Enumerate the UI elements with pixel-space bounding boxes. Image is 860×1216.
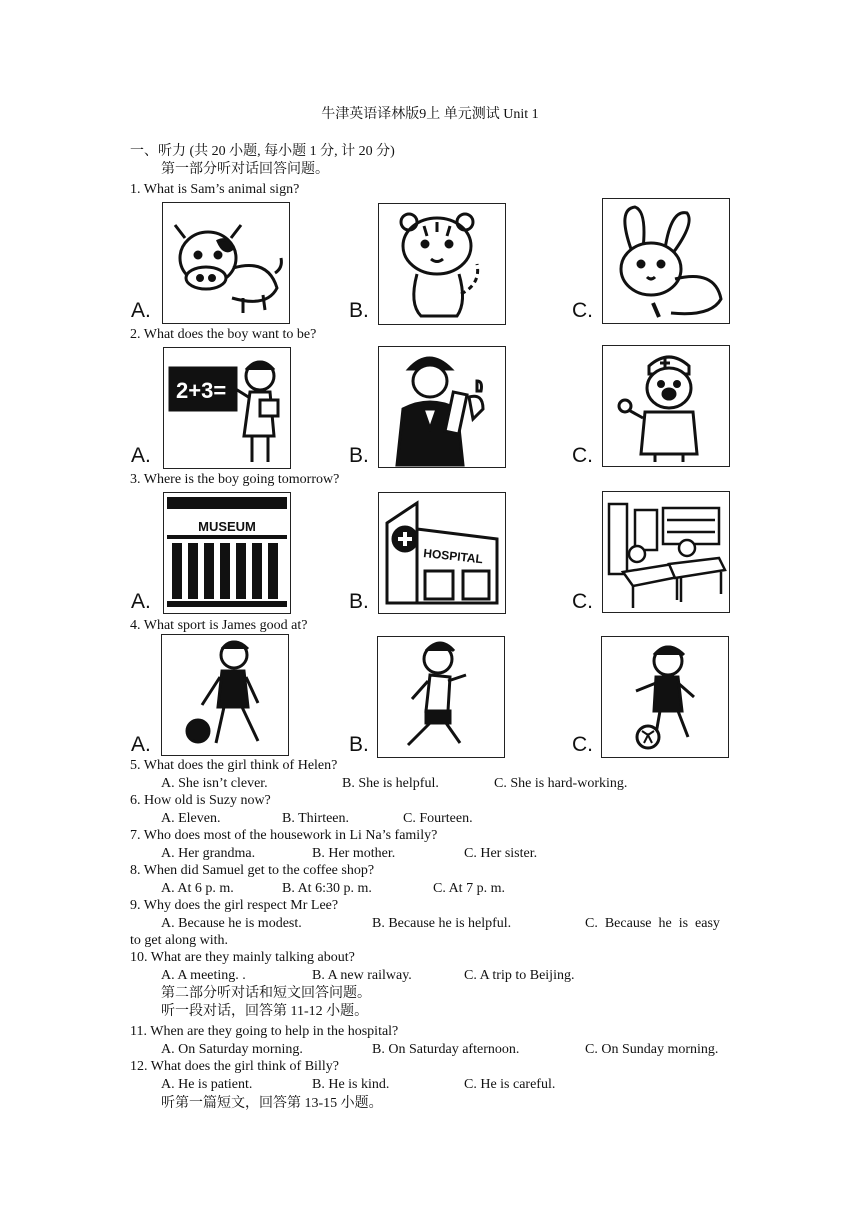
page-title: 牛津英语译林版9上 单元测试 Unit 1 bbox=[321, 107, 539, 122]
passage-instruction: 听第一篇短文，回答第 13-15 小题。 bbox=[161, 1096, 383, 1111]
svg-text:MUSEUM: MUSEUM bbox=[198, 519, 256, 534]
tiger-icon bbox=[379, 204, 505, 324]
section-heading: 一、听力 (共 20 小题, 每小题 1 分, 计 20 分) bbox=[130, 144, 395, 159]
option-letter-a: A. bbox=[131, 733, 151, 756]
option-letter-c: C. bbox=[572, 299, 593, 322]
option-b: B. On Saturday afternoon. bbox=[372, 1042, 520, 1057]
option-letter-b: B. bbox=[349, 733, 369, 756]
question-11: 11. When are they going to help in the hospital? bbox=[130, 1024, 399, 1039]
option-a: A. A meeting. . bbox=[161, 968, 246, 983]
option-b: B. Her mother. bbox=[312, 846, 396, 861]
tiger-image bbox=[378, 203, 506, 325]
teacher-image bbox=[163, 347, 291, 469]
question-6: 6. How old is Suzy now? bbox=[130, 793, 271, 808]
option-a: A. He is patient. bbox=[161, 1077, 253, 1092]
option-letter-b: B. bbox=[349, 299, 369, 322]
part1-instruction: 第一部分听对话回答问题。 bbox=[161, 162, 329, 177]
option-b: B. At 6:30 p. m. bbox=[282, 881, 372, 896]
option-b: B. He is kind. bbox=[312, 1077, 390, 1092]
football-icon bbox=[602, 637, 728, 757]
svg-text:HOSPITAL: HOSPITAL bbox=[422, 546, 484, 567]
library-icon bbox=[603, 492, 729, 612]
hospital-image bbox=[378, 492, 506, 614]
museum-image bbox=[163, 492, 291, 614]
part2-instruction: 第二部分听对话和短文回答问题。 bbox=[161, 986, 371, 1001]
option-c-continued: to get along with. bbox=[130, 933, 228, 948]
option-letter-b: B. bbox=[349, 444, 369, 467]
option-c: C. On Sunday morning. bbox=[585, 1042, 719, 1057]
museum-icon bbox=[164, 493, 290, 613]
ox-icon bbox=[163, 203, 289, 323]
question-3: 3. Where is the boy going tomorrow? bbox=[130, 472, 340, 487]
doctor-image bbox=[602, 345, 730, 467]
option-letter-a: A. bbox=[131, 590, 151, 613]
doctor-icon bbox=[603, 346, 729, 466]
option-c: C. At 7 p. m. bbox=[433, 881, 505, 896]
option-b: B. Thirteen. bbox=[282, 811, 350, 826]
option-c: C. Her sister. bbox=[464, 846, 538, 861]
option-b: B. She is helpful. bbox=[342, 776, 439, 791]
question-9: 9. Why does the girl respect Mr Lee? bbox=[130, 898, 339, 913]
running-image bbox=[377, 636, 505, 758]
option-c: C. Fourteen. bbox=[403, 811, 473, 826]
option-c: C. Because he is easy bbox=[585, 916, 720, 931]
option-letter-a: A. bbox=[131, 299, 151, 322]
basketball-icon bbox=[162, 635, 288, 755]
engineer-icon bbox=[379, 347, 505, 467]
rabbit-image bbox=[602, 198, 730, 324]
hospital-icon bbox=[379, 493, 505, 613]
question-5: 5. What does the girl think of Helen? bbox=[130, 758, 338, 773]
question-4: 4. What sport is James good at? bbox=[130, 618, 308, 633]
football-image bbox=[601, 636, 729, 758]
engineer-image bbox=[378, 346, 506, 468]
question-7: 7. Who does most of the housework in Li Na’s family? bbox=[130, 828, 438, 843]
option-a: A. Because he is modest. bbox=[161, 916, 302, 931]
option-a: A. On Saturday morning. bbox=[161, 1042, 303, 1057]
option-a: A. At 6 p. m. bbox=[161, 881, 234, 896]
question-2: 2. What does the boy want to be? bbox=[130, 327, 317, 342]
option-letter-b: B. bbox=[349, 590, 369, 613]
question-12: 12. What does the girl think of Billy? bbox=[130, 1059, 339, 1074]
library-image bbox=[602, 491, 730, 613]
teacher-icon bbox=[164, 348, 290, 468]
basketball-image bbox=[161, 634, 289, 756]
ox-image bbox=[162, 202, 290, 324]
option-c: C. She is hard-working. bbox=[494, 776, 628, 791]
rabbit-icon bbox=[603, 199, 729, 323]
option-letter-a: A. bbox=[131, 444, 151, 467]
option-b: B. Because he is helpful. bbox=[372, 916, 512, 931]
question-1: 1. What is Sam’s animal sign? bbox=[130, 182, 300, 197]
option-a: A. Her grandma. bbox=[161, 846, 256, 861]
question-8: 8. When did Samuel get to the coffee shop? bbox=[130, 863, 375, 878]
question-10: 10. What are they mainly talking about? bbox=[130, 950, 355, 965]
svg-text:2+3=: 2+3= bbox=[176, 378, 227, 403]
option-letter-c: C. bbox=[572, 733, 593, 756]
option-letter-c: C. bbox=[572, 444, 593, 467]
running-icon bbox=[378, 637, 504, 757]
option-letter-c: C. bbox=[572, 590, 593, 613]
option-a: A. She isn’t clever. bbox=[161, 776, 268, 791]
option-a: A. Eleven. bbox=[161, 811, 221, 826]
option-b: B. A new railway. bbox=[312, 968, 412, 983]
dialog-instruction: 听一段对话，回答第 11-12 小题。 bbox=[161, 1004, 369, 1019]
option-c: C. He is careful. bbox=[464, 1077, 556, 1092]
option-c: C. A trip to Beijing. bbox=[464, 968, 575, 983]
